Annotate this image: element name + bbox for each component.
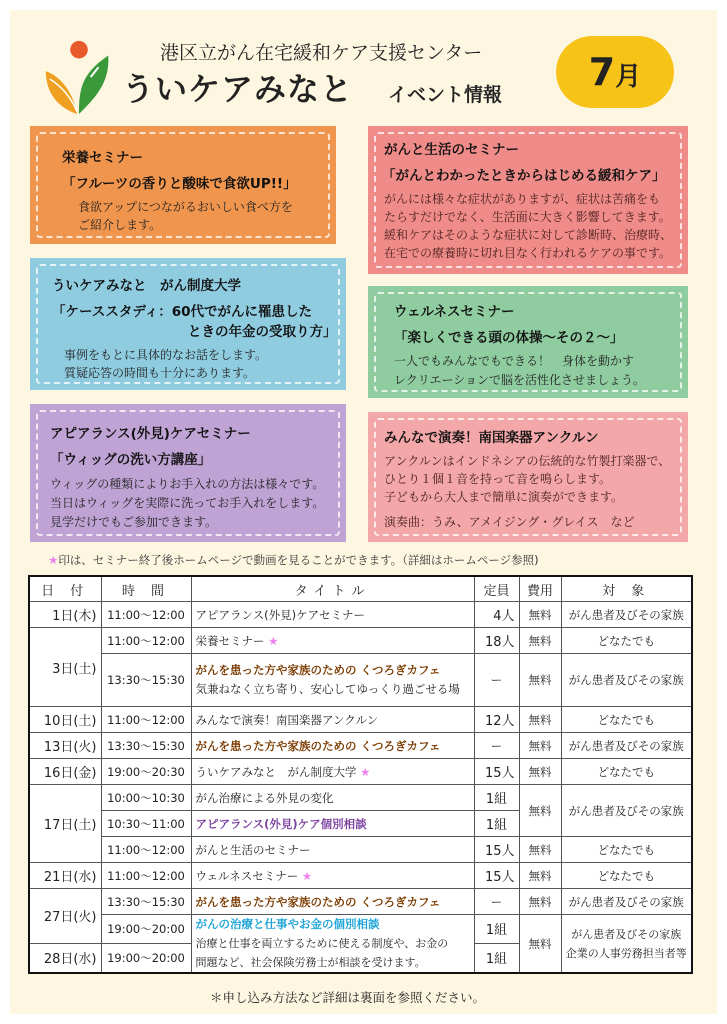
cell-capacity: 1組 — [474, 785, 519, 811]
card-university — [30, 258, 346, 390]
card-desc: 演奏曲：うみ、アメイジング・グレイス など — [384, 515, 635, 529]
cell-target: どなたでも — [561, 707, 692, 733]
table-row — [29, 759, 692, 785]
cell-capacity: 4人 — [474, 602, 519, 628]
title-text: ういケアみなと がん制度大学 — [195, 764, 357, 779]
card-desc: ウィッグの種類によりお手入れの方法は様々です。 — [50, 477, 325, 491]
schedule-table — [28, 575, 693, 974]
cell-capacity: ー — [474, 733, 519, 759]
cell-time: 11:00～12:00 — [101, 628, 191, 654]
card-desc: 質疑応答の時間も十分にあります。 — [64, 366, 256, 380]
title-sub: 治療と仕事を両立するために使える制度や、お金の — [195, 937, 449, 950]
cell-capacity: 12人 — [474, 707, 519, 733]
cell-time: 19:00～20:00 — [101, 943, 191, 973]
card-desc: 一人でもみんなでもできる！ 身体を動かす — [394, 354, 635, 368]
star-icon: ★ — [301, 868, 313, 883]
brand-name: ういケアみなと — [122, 70, 354, 108]
cell-capacity: 15人 — [474, 759, 519, 785]
cell-time: 19:00～20:00 — [101, 915, 191, 944]
cell-time: 13:30～15:30 — [101, 733, 191, 759]
star-icon: ★ — [48, 553, 59, 567]
cell-time: 13:30～15:30 — [101, 889, 191, 915]
title-text: 栄養セミナー — [195, 633, 265, 648]
card-desc: ひとり１個１音を持って音を鳴らします。 — [384, 472, 612, 486]
header-title: タイトル — [191, 576, 474, 602]
cell-capacity: 1組 — [474, 915, 519, 944]
star-icon: ★ — [268, 633, 279, 648]
target-line: がん患者及びその家族 — [571, 927, 682, 941]
cell-fee: 無料 — [519, 915, 561, 974]
card-subtitle: 「がんとわかったときからはじめる緩和ケア」 — [382, 168, 666, 184]
card-title: アピアランス(外見)ケアセミナー — [50, 426, 251, 442]
cell-date: 21日(水) — [29, 863, 101, 889]
cell-capacity: ー — [474, 889, 519, 915]
card-nutrition — [30, 126, 336, 244]
month-number: 7 — [588, 50, 616, 94]
cell-target: がん患者及びその家族 — [561, 654, 692, 707]
header-capacity: 定員 — [474, 576, 519, 602]
table-row — [29, 837, 692, 863]
cell-target: どなたでも — [561, 863, 692, 889]
target-line: 企業の人事労務担当者等 — [565, 946, 687, 960]
table-row — [29, 602, 692, 628]
cell-target: どなたでも — [561, 837, 692, 863]
cell-date: 17日(土) — [29, 785, 101, 863]
cell-capacity: 15人 — [474, 837, 519, 863]
cell-title — [191, 863, 474, 889]
table-row — [29, 707, 692, 733]
cell-target — [561, 915, 692, 974]
cell-capacity: 15人 — [474, 863, 519, 889]
footer-note: ＊申し込み方法など詳細は裏面を参照ください。 — [210, 990, 486, 1005]
title-sub: 気兼ねなく立ち寄り、安心してゆっくり過ごせる場 — [195, 682, 460, 696]
card-desc: 事例をもとに具体的なお話をします。 — [64, 348, 268, 362]
cell-capacity: ー — [474, 654, 519, 707]
note-text: 印は、セミナー終了後ホームページで動画を見ることができます。（詳細はホームページ参照) — [58, 553, 539, 567]
header-fee: 費用 — [519, 576, 561, 602]
card-subtitle: 「楽しくできる頭の体操～その２～」 — [394, 330, 624, 346]
cell-title — [191, 628, 474, 654]
table-header-row — [29, 576, 692, 602]
video-note — [48, 552, 539, 568]
card-desc: たらすだけでなく、生活面に大きく影響してきます。 — [384, 210, 671, 224]
cell-target: どなたでも — [561, 628, 692, 654]
cell-title: みんなで演奏！南国楽器アンクルン — [191, 707, 474, 733]
card-wellness — [368, 286, 688, 398]
header-target: 対 象 — [561, 576, 692, 602]
cell-fee: 無料 — [519, 889, 561, 915]
cell-date: 27日(火) — [29, 889, 101, 944]
card-title: がんと生活のセミナー — [384, 142, 519, 158]
card-subtitle: ときの年金の受取り方」 — [188, 324, 337, 340]
title-sub: 問題など、社会保険労務士が相談を受けます。 — [195, 956, 426, 969]
cell-title — [191, 759, 474, 785]
leaf-logo-icon — [40, 38, 118, 116]
cell-fee: 無料 — [519, 785, 561, 837]
cell-time: 19:00～20:30 — [101, 759, 191, 785]
card-appearance — [30, 404, 346, 542]
month-badge — [556, 36, 674, 108]
card-title: みんなで演奏！南国楽器アンクルン — [384, 430, 599, 446]
cell-capacity: 1組 — [474, 811, 519, 837]
cell-date: 13日(火) — [29, 733, 101, 759]
cell-date: 16日(金) — [29, 759, 101, 785]
title-text: がんを患った方や家族のための くつろぎカフェ — [195, 663, 441, 677]
cell-fee: 無料 — [519, 759, 561, 785]
cell-time: 11:00～12:00 — [101, 863, 191, 889]
cell-time: 10:30～11:00 — [101, 811, 191, 837]
cell-target: がん患者及びその家族 — [561, 889, 692, 915]
table-row — [29, 863, 692, 889]
cell-fee: 無料 — [519, 863, 561, 889]
cell-time: 11:00～12:00 — [101, 707, 191, 733]
cell-capacity: 18人 — [474, 628, 519, 654]
card-subtitle: 「ウィッグの洗い方講座」 — [50, 452, 212, 468]
cell-date: 28日(水) — [29, 943, 101, 973]
card-desc: 当日はウィッグを実際に洗ってお手入れをします。 — [50, 496, 325, 510]
cell-title — [191, 915, 474, 974]
cell-date: 1日(木) — [29, 602, 101, 628]
star-icon: ★ — [360, 764, 371, 779]
header-date: 日 付 — [29, 576, 101, 602]
card-desc: 子どもから大人まで簡単に演奏ができます。 — [384, 490, 624, 504]
card-title: 栄養セミナー — [62, 150, 143, 166]
cell-fee: 無料 — [519, 628, 561, 654]
cell-title — [191, 654, 474, 707]
cell-title: がんを患った方や家族のための くつろぎカフェ — [191, 733, 474, 759]
cell-time: 10:00～10:30 — [101, 785, 191, 811]
card-desc: ご紹介します。 — [78, 218, 162, 232]
cell-fee: 無料 — [519, 837, 561, 863]
table-row — [29, 733, 692, 759]
card-desc: 緩和ケアはそのような症状に対して診断時、治療時、 — [384, 228, 673, 242]
card-title: ウェルネスセミナー — [394, 304, 515, 320]
title-text: がんの治療と仕事やお金の個別相談 — [195, 917, 380, 931]
cell-date: 10日(土) — [29, 707, 101, 733]
card-cancer-life — [368, 126, 688, 274]
cell-time: 11:00～12:00 — [101, 602, 191, 628]
card-desc: 見学だけでもご参加できます。 — [50, 515, 218, 529]
cell-fee: 無料 — [519, 602, 561, 628]
card-angklung — [368, 412, 688, 542]
cell-time: 13:30～15:30 — [101, 654, 191, 707]
cell-fee: 無料 — [519, 707, 561, 733]
cell-target: どなたでも — [561, 759, 692, 785]
cell-title: がんを患った方や家族のための くつろぎカフェ — [191, 889, 474, 915]
cell-target: がん患者及びその家族 — [561, 602, 692, 628]
table-row — [29, 654, 692, 707]
cell-title: がん治療による外見の変化 — [191, 785, 474, 811]
cell-title: がんと生活のセミナー — [191, 837, 474, 863]
card-subtitle: 「フルーツの香りと酸味で食欲UP!!」 — [62, 176, 297, 192]
month-unit: 月 — [615, 62, 642, 92]
table-row — [29, 915, 692, 944]
card-desc: レクリエーションで脳を活性化させましょう。 — [394, 373, 646, 387]
cell-target: がん患者及びその家族 — [561, 785, 692, 837]
card-desc: アンクルンはインドネシアの伝統的な竹製打楽器で、 — [384, 454, 671, 468]
org-name: 港区立がん在宅緩和ケア支援センター — [160, 42, 483, 64]
table-row — [29, 628, 692, 654]
card-desc: 在宅での療養時に切れ目なく行われるケアの事です。 — [384, 246, 672, 260]
card-desc: 食欲アップにつながるおいしい食べ方を — [78, 200, 293, 214]
cell-target: がん患者及びその家族 — [561, 733, 692, 759]
cell-time: 11:00～12:00 — [101, 837, 191, 863]
cell-capacity: 1組 — [474, 943, 519, 973]
table-row — [29, 889, 692, 915]
cell-title: アピアランス(外見)ケア個別相談 — [191, 811, 474, 837]
cell-fee: 無料 — [519, 733, 561, 759]
header-time: 時 間 — [101, 576, 191, 602]
card-title: ういケアみなと がん制度大学 — [52, 278, 241, 294]
card-desc: がんには様々な症状がありますが、症状は苦痛をも — [384, 192, 661, 206]
title-text: ウェルネスセミナー — [195, 868, 299, 883]
card-subtitle: 「ケーススタディ：60代でがんに罹患した — [52, 304, 313, 320]
event-label: イベント情報 — [388, 84, 503, 106]
table-row — [29, 785, 692, 811]
cell-fee: 無料 — [519, 654, 561, 707]
cell-title: アピアランス(外見)ケアセミナー — [191, 602, 474, 628]
cell-date: 3日(土) — [29, 628, 101, 707]
